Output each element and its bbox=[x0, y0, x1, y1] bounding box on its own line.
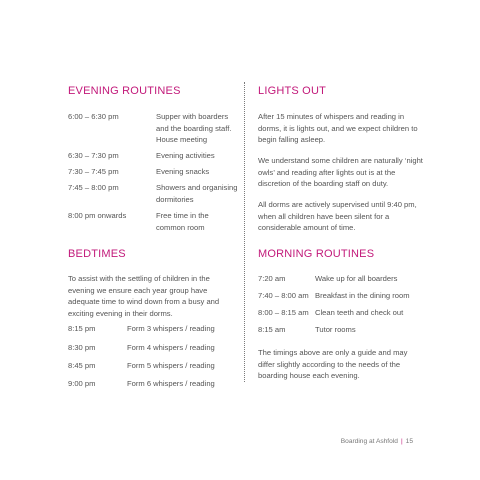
footer-separator: | bbox=[400, 438, 403, 445]
footer-label: Boarding at Ashfold bbox=[340, 438, 398, 445]
page-number: 15 bbox=[405, 438, 413, 445]
row-description: Form 4 whispers / reading bbox=[127, 343, 215, 352]
row-time: 7:30 – 7:45 pm bbox=[68, 167, 119, 176]
row-description: Clean teeth and check out bbox=[315, 308, 404, 317]
row-time: 8:30 pm bbox=[68, 343, 96, 352]
bedtimes-heading: BEDTIMES bbox=[68, 248, 126, 260]
row-description: Evening snacks bbox=[156, 167, 210, 176]
column-divider bbox=[244, 82, 245, 382]
row-description: Breakfast in the dining room bbox=[315, 291, 410, 300]
row-description: Wake up for all boarders bbox=[315, 274, 398, 283]
row-description: Form 5 whispers / reading bbox=[127, 361, 215, 370]
row-time: 9:00 pm bbox=[68, 379, 96, 388]
row-description: Free time in the common room bbox=[156, 211, 209, 232]
row-time: 6:30 – 7:30 pm bbox=[68, 151, 119, 160]
lights-out-paragraph: After 15 minutes of whispers and reading in dorms, it is lights out, and we expect children to begin falling asleep. bbox=[258, 112, 418, 144]
evening-routines-heading: EVENING ROUTINES bbox=[68, 85, 181, 97]
bedtimes-intro: To assist with the settling of children in the evening we ensure each year group have adequate time to wind down from a busy and exciting evening in their dorms. bbox=[68, 274, 220, 318]
row-time: 7:40 – 8:00 am bbox=[258, 291, 309, 300]
morning-routines-note: The timings above are only a guide and may differ slightly according to the needs of the boarding house each evening. bbox=[258, 348, 408, 380]
row-time: 8:15 am bbox=[258, 325, 286, 334]
row-description: Showers and organising dormitories bbox=[156, 183, 238, 204]
row-time: 6:00 – 6:30 pm bbox=[68, 112, 119, 121]
row-time: 8:15 pm bbox=[68, 324, 96, 333]
row-description: Form 3 whispers / reading bbox=[127, 324, 215, 333]
row-description: Supper with boarders and the boarding staff. House meeting bbox=[156, 112, 232, 144]
page-footer bbox=[341, 438, 413, 445]
lights-out-heading: LIGHTS OUT bbox=[258, 85, 327, 97]
row-time: 8:00 – 8:15 am bbox=[258, 308, 309, 317]
row-time: 7:20 am bbox=[258, 274, 286, 283]
row-time: 7:45 – 8:00 pm bbox=[68, 183, 119, 192]
lights-out-paragraph: We understand some children are naturally ‘night owls’ and reading after lights out is at the discretion of the boarding staff on duty. bbox=[258, 156, 423, 188]
row-time: 8:00 pm onwards bbox=[68, 211, 127, 220]
morning-routines-heading: MORNING ROUTINES bbox=[258, 248, 375, 260]
row-time: 8:45 pm bbox=[68, 361, 96, 370]
row-description: Form 6 whispers / reading bbox=[127, 379, 215, 388]
row-description: Tutor rooms bbox=[315, 325, 356, 334]
lights-out-paragraph: All dorms are actively supervised until 9:40 pm, when all children have been silent for a considerable amount of time. bbox=[258, 200, 417, 232]
row-description: Evening activities bbox=[156, 151, 215, 160]
